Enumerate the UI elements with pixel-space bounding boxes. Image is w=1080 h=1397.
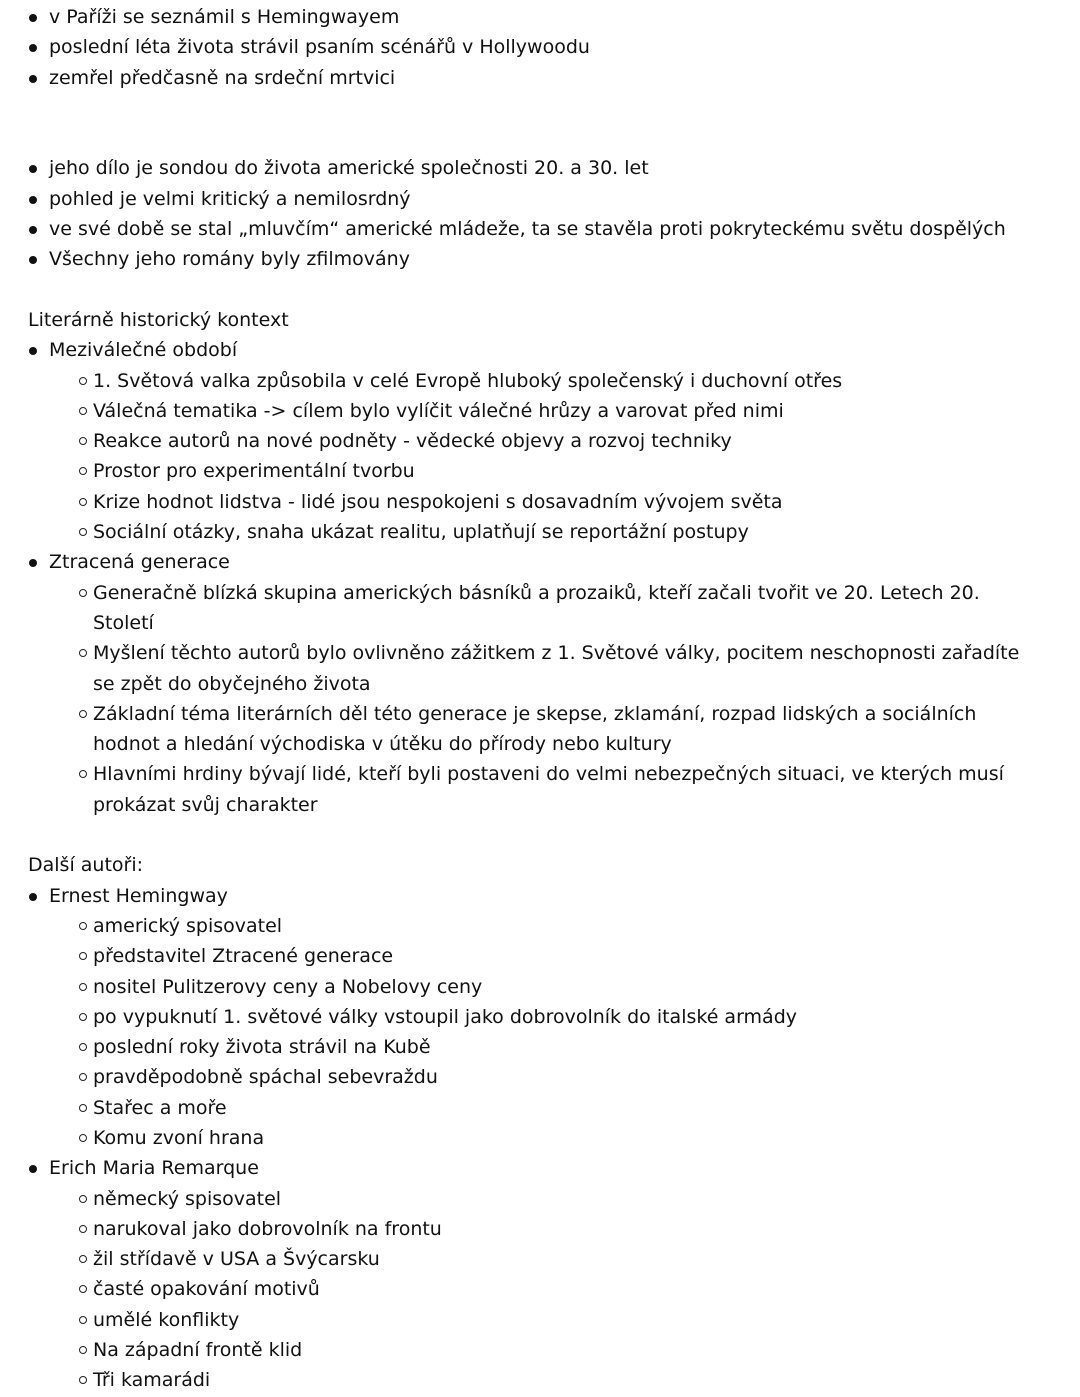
sub-list-item-text: americký spisovatel — [93, 914, 283, 937]
sub-list-item — [0, 1093, 1080, 1123]
sub-list-item — [0, 517, 1080, 547]
circle-bullet-icon — [79, 952, 87, 960]
circle-bullet-icon — [79, 1376, 87, 1384]
circle-bullet-icon — [79, 498, 87, 506]
sub-list-item — [0, 1184, 1080, 1214]
section-heading-authors: Další autoři: — [28, 854, 144, 877]
list-item — [0, 32, 1080, 62]
circle-bullet-icon — [79, 377, 87, 385]
circle-bullet-icon — [79, 467, 87, 475]
list-item-text: ve své době se stal „mluvčím“ americké mládeže, ta se stavěla proti pokryteckému světu dospělých — [49, 218, 1006, 241]
circle-bullet-icon — [79, 1073, 87, 1081]
circle-bullet-icon — [79, 1346, 87, 1354]
list-item-text: Všechny jeho romány byly zfilmovány — [49, 248, 410, 271]
list-item-text: zemřel předčasně na srdeční mrtvici — [49, 66, 396, 89]
spacer — [0, 820, 1080, 850]
sub-list-item-text: Stařec a moře — [93, 1096, 227, 1119]
list-item-text: poslední léta života strávil psaním scénářů v Hollywoodu — [49, 36, 590, 59]
sub-list-item — [0, 1335, 1080, 1365]
sub-list — [0, 366, 1080, 548]
sub-list-item — [0, 426, 1080, 456]
sub-list-item-text: Základní téma literárních děl této generace je skepse, zklamání, rozpad lidských a sociálních hodnot a hledání východiska v útěku do přírody nebo kultury — [93, 702, 977, 756]
circle-bullet-icon — [79, 770, 87, 778]
list-item-text: jeho dílo je sondou do života americké společnosti 20. a 30. let — [49, 157, 649, 180]
sub-list-item — [0, 941, 1080, 971]
sub-list-item-text: časté opakování motivů — [93, 1278, 320, 1301]
list-item — [0, 153, 1080, 183]
sub-list-item — [0, 638, 1080, 699]
sub-list-item-text: Tři kamarádi — [93, 1369, 211, 1392]
list-item — [0, 1153, 1080, 1183]
circle-bullet-icon — [79, 528, 87, 536]
list-item — [0, 881, 1080, 911]
sub-list-item-text: žil střídavě v USA a Švýcarsku — [93, 1248, 380, 1271]
sub-list-item-text: poslední roky života strávil na Kubě — [93, 1036, 431, 1059]
circle-bullet-icon — [79, 922, 87, 930]
sub-list-item — [0, 759, 1080, 820]
circle-bullet-icon — [79, 1285, 87, 1293]
sub-list-item — [0, 578, 1080, 639]
circle-bullet-icon — [79, 1316, 87, 1324]
sub-list-item — [0, 1002, 1080, 1032]
intro-bullet-list — [0, 2, 1080, 93]
circle-bullet-icon — [79, 1043, 87, 1051]
circle-bullet-icon — [79, 407, 87, 415]
circle-bullet-icon — [79, 649, 87, 657]
sub-list-item-text: Prostor pro experimentální tvorbu — [93, 460, 415, 483]
bullet-icon — [29, 256, 37, 264]
sub-list-item — [0, 1305, 1080, 1335]
sub-list-item — [0, 699, 1080, 760]
sub-list-item-text: Komu zvoní hrana — [93, 1126, 265, 1149]
list-item — [0, 214, 1080, 244]
list-item-text: pohled je velmi kritický a nemilosrdný — [49, 187, 411, 210]
list-item — [0, 63, 1080, 93]
context-group — [0, 335, 1080, 547]
circle-bullet-icon — [79, 589, 87, 597]
bullet-icon — [29, 1165, 37, 1173]
sub-list-item — [0, 972, 1080, 1002]
circle-bullet-icon — [79, 1255, 87, 1263]
list-item — [0, 547, 1080, 577]
circle-bullet-icon — [79, 1195, 87, 1203]
spacer — [0, 93, 1080, 154]
sub-list-item — [0, 1062, 1080, 1092]
sub-list-item-text: Generačně blízká skupina amerických básníků a prozaiků, kteří začali tvořit ve 20. Letech 20. Století — [93, 581, 980, 634]
sub-list-item-text: 1. Světová valka způsobila v celé Evropě hluboký společenský i duchovní otřes — [93, 369, 843, 392]
list-item — [0, 184, 1080, 214]
authors-list — [0, 881, 1080, 1396]
sub-list-item — [0, 1214, 1080, 1244]
sub-list-item — [0, 1274, 1080, 1304]
sub-list — [0, 578, 1080, 820]
sub-list-item-text: Myšlení těchto autorů bylo ovlivněno zážitkem z 1. Světové války, pocitem neschopnosti zařadíte se zpět do obyčejného života — [93, 642, 1020, 695]
sub-list-item — [0, 1244, 1080, 1274]
circle-bullet-icon — [79, 983, 87, 991]
sub-list-item-text: německý spisovatel — [93, 1187, 282, 1210]
circle-bullet-icon — [79, 1134, 87, 1142]
document-page — [0, 2, 1080, 1396]
sub-list-item-text: Krize hodnot lidstva - lidé jsou nespokojeni s dosavadním vývojem světa — [93, 490, 783, 513]
sub-list-item — [0, 487, 1080, 517]
circle-bullet-icon — [79, 1104, 87, 1112]
sub-list-item — [0, 1032, 1080, 1062]
bullet-icon — [29, 165, 37, 173]
spacer — [0, 275, 1080, 305]
list-item-text: v Paříži se seznámil s Hemingwayem — [49, 6, 400, 28]
sub-list — [0, 1184, 1080, 1396]
bullet-icon — [29, 559, 37, 567]
work-bullet-list — [0, 153, 1080, 274]
sub-list-item — [0, 456, 1080, 486]
sub-list-item-text: představitel Ztracené generace — [93, 945, 394, 968]
context-list — [0, 335, 1080, 820]
sub-list-item-text: pravděpodobně spáchal sebevraždu — [93, 1066, 438, 1089]
bullet-icon — [29, 75, 37, 83]
author-group — [0, 881, 1080, 1154]
bullet-icon — [29, 893, 37, 901]
bullet-icon — [29, 196, 37, 204]
context-group — [0, 547, 1080, 820]
sub-list-item-text: Válečná tematika -> cílem bylo vylíčit válečné hrůzy a varovat před nimi — [93, 399, 784, 422]
list-item — [0, 335, 1080, 365]
sub-list-item-text: Hlavními hrdiny bývají lidé, kteří byli postaveni do velmi nebezpečných situaci, ve kterých musí prokázat svůj charakter — [93, 763, 1004, 816]
bullet-icon — [29, 14, 37, 22]
author-name: Ernest Hemingway — [49, 884, 228, 907]
sub-list — [0, 911, 1080, 1153]
sub-list-item — [0, 911, 1080, 941]
section-heading-context: Literárně historický kontext — [28, 308, 289, 331]
list-item — [0, 2, 1080, 32]
sub-list-item — [0, 366, 1080, 396]
list-item — [0, 244, 1080, 274]
author-name: Erich Maria Remarque — [49, 1157, 259, 1180]
sub-list-item-text: po vypuknutí 1. světové války vstoupil jako dobrovolník do italské armády — [93, 1005, 798, 1028]
bullet-icon — [29, 44, 37, 52]
list-item-text: Meziválečné období — [49, 339, 238, 362]
circle-bullet-icon — [79, 710, 87, 718]
sub-list-item-text: narukoval jako dobrovolník na frontu — [93, 1217, 442, 1240]
author-group — [0, 1153, 1080, 1395]
sub-list-item-text: umělé konflikty — [93, 1308, 240, 1331]
bullet-icon — [29, 226, 37, 234]
circle-bullet-icon — [79, 1225, 87, 1233]
sub-list-item-text: Na západní frontě klid — [93, 1339, 303, 1362]
sub-list-item-text: Reakce autorů na nové podněty - vědecké objevy a rozvoj techniky — [93, 430, 732, 453]
circle-bullet-icon — [79, 1013, 87, 1021]
sub-list-item — [0, 396, 1080, 426]
sub-list-item — [0, 1123, 1080, 1153]
bullet-icon — [29, 347, 37, 355]
sub-list-item-text: nositel Pulitzerovy ceny a Nobelovy ceny — [93, 975, 483, 998]
list-item-text: Ztracená generace — [49, 551, 230, 574]
circle-bullet-icon — [79, 437, 87, 445]
sub-list-item-text: Sociální otázky, snaha ukázat realitu, uplatňují se reportážní postupy — [93, 521, 749, 544]
sub-list-item — [0, 1365, 1080, 1395]
